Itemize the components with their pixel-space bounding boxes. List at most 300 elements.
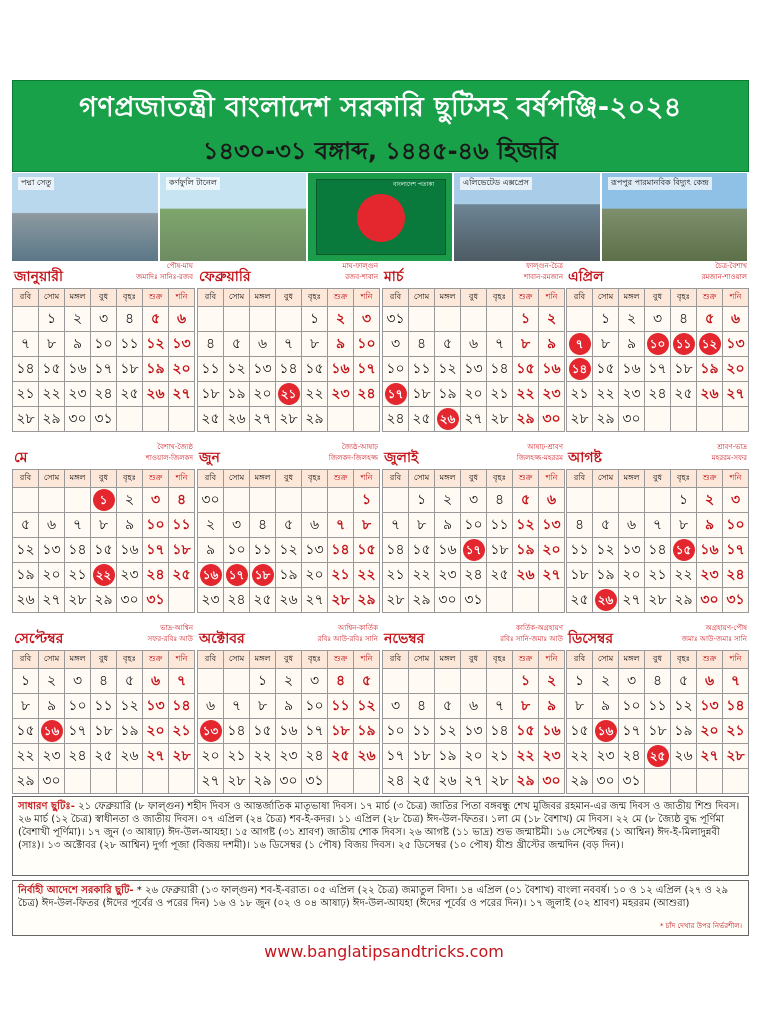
- day-cell: ২৫: [409, 769, 435, 794]
- weekday-header: শুক্র: [328, 470, 354, 488]
- day-cell: ২: [435, 488, 461, 513]
- day-cell: ২: [619, 307, 645, 332]
- day-cell: ৩০: [593, 769, 619, 794]
- month-name: জানুয়ারী: [14, 269, 63, 285]
- flag-icon: [316, 179, 446, 255]
- photo-caption: কর্ণফুলি টানেল: [166, 177, 220, 190]
- day-cell: ৭: [487, 332, 513, 357]
- day-cell: [435, 307, 461, 332]
- day-cell: ১৭: [619, 719, 645, 744]
- day-cell: [383, 488, 409, 513]
- day-cell: ২২: [593, 382, 619, 407]
- day-cell: ২২: [39, 382, 65, 407]
- day-cell: ৩১: [383, 307, 409, 332]
- day-cell: ২: [697, 488, 723, 513]
- day-cell: ২৮: [65, 588, 91, 613]
- day-cell: ২৪: [645, 382, 671, 407]
- day-cell: ২৫: [198, 407, 224, 432]
- weekday-header: শুক্র: [143, 651, 169, 669]
- day-cell: [198, 669, 224, 694]
- day-cell: ৬: [250, 332, 276, 357]
- general-holidays-label: সাধারণ ছুটিঃ-: [18, 801, 75, 812]
- day-cell: [671, 769, 697, 794]
- day-cell: [65, 769, 91, 794]
- week-row: [383, 744, 565, 769]
- day-cell: ৩১: [619, 769, 645, 794]
- day-cell: ২১: [487, 382, 513, 407]
- weekday-header: বুধ: [91, 289, 117, 307]
- month-name: মে: [14, 450, 28, 466]
- day-cell: ২৬: [143, 382, 169, 407]
- week-row: [567, 694, 749, 719]
- weekday-header: রবি: [383, 470, 409, 488]
- weekday-header: রবি: [13, 289, 39, 307]
- day-cell: ২৬: [117, 744, 143, 769]
- day-cell: ২৯: [513, 769, 539, 794]
- day-cell: ৬: [723, 307, 749, 332]
- day-cell: [435, 669, 461, 694]
- day-cell: [409, 307, 435, 332]
- day-cell: [354, 407, 380, 432]
- day-cell: ১৭: [302, 719, 328, 744]
- day-cell: ২: [65, 307, 91, 332]
- day-cell: ১: [302, 307, 328, 332]
- day-cell: ১৮: [91, 719, 117, 744]
- day-cell: ২৪: [354, 382, 380, 407]
- day-cell: ২৩: [276, 744, 302, 769]
- general-holidays-text: ২১ ফেব্রুয়ারি (৮ ফাল্গুন) শহীদ দিবস ও আন্তর্জাতিক মাতৃভাষা দিবস। ১৭ মার্চ (৩ চৈত্র) জাতির পিতা বঙ্গবন্ধু শেখ মুজিবর রহমান-এর জন্ম দিবস ও জাতীয় শিশু দিবস। ২৬ মার্চ (১২ চৈত্র) স্বাধীনতা ও জাতীয় দিবস। ০৭ এপ্রিল (২৪ চৈত্র) শব-ই-কদর। ১১ এপ্রিল (২৮ চৈত্র) ঈদ-উল-ফিতর। ১লা মে (১৮ বৈশাখ) মে দিবস। ২২ মে (৮ জ্যৈষ্ঠ বুদ্ধ পূর্ণিমা (বৈশাখী পূর্ণিমা)। ১৭ জুন (৩ আষাঢ়) ঈদ-উল-আযহা। ১৫ আগষ্ট (৩১ শ্রাবণ) জাতীয় শোক দিবস। ২৬ আগষ্ট (১১ ভাদ্র) শুভ জন্মাষ্টমী। ১৬ সেপ্টেম্বর (১ আশ্বিন) ঈদ-ই-মিলাদুন্নবী (সাঃ)। ১৩ অক্টোবর (২৮ আশ্বিন) দুর্গা পূজা (বিজয় দশমী)। ১৬ ডিসেম্বর (১ পৌষ) বিজয় দিবস। ২৫ ডিসেম্বর (১০ পৌষ) যীশু খ্রীস্টের জন্মদিন (বড় দিন)।: [18, 801, 740, 851]
- day-cell: [328, 769, 354, 794]
- day-cell: ৭: [65, 513, 91, 538]
- day-cell: ৩: [383, 694, 409, 719]
- day-cell: ৭: [224, 694, 250, 719]
- day-cell: ৭: [13, 332, 39, 357]
- day-cell: ১০: [224, 538, 250, 563]
- day-cell: ৯: [65, 332, 91, 357]
- day-cell: [567, 307, 593, 332]
- weekday-header: মঙ্গল: [619, 289, 645, 307]
- month-header: [566, 443, 749, 469]
- day-cell: ৫: [117, 669, 143, 694]
- day-cell: ৮: [513, 332, 539, 357]
- week-row: [567, 588, 749, 613]
- month-name: জুলাই: [384, 450, 419, 466]
- day-cell: ২০: [169, 357, 195, 382]
- week-row: [383, 769, 565, 794]
- day-cell: ৩: [91, 307, 117, 332]
- day-cell: ১৬: [539, 357, 565, 382]
- day-cell: ২৩: [697, 563, 723, 588]
- day-cell: ২৮: [487, 407, 513, 432]
- day-cell: ১১: [487, 513, 513, 538]
- holiday-day: ১৭: [463, 539, 485, 561]
- day-cell: [671, 332, 697, 357]
- day-cell: ২৩: [198, 588, 224, 613]
- weekday-header: শনি: [723, 651, 749, 669]
- day-cell: ৭: [723, 669, 749, 694]
- executive-holidays-note: [12, 880, 749, 936]
- weekday-header: মঙ্গল: [65, 289, 91, 307]
- day-cell: ২৫: [671, 382, 697, 407]
- week-row: [13, 488, 195, 513]
- weekday-header: শনি: [539, 651, 565, 669]
- day-cell: ৯: [39, 694, 65, 719]
- day-cell: ৩১: [461, 588, 487, 613]
- day-cell: ২৫: [328, 744, 354, 769]
- day-cell: ১৫: [409, 538, 435, 563]
- day-cell: ১৯: [513, 538, 539, 563]
- day-cell: ১৬: [539, 719, 565, 744]
- day-cell: ২: [539, 669, 565, 694]
- month-name: অক্টোবর: [199, 631, 245, 647]
- weekday-header: বৃহঃ: [117, 289, 143, 307]
- day-cell: ২৭: [619, 588, 645, 613]
- week-row: [567, 769, 749, 794]
- weekday-header: শনি: [354, 289, 380, 307]
- month-hijri-range: শাওয়াল-জিলকদ: [145, 454, 193, 462]
- day-cell: ৩: [619, 669, 645, 694]
- month-bangla-range: শ্রাবণ-ভাদ্র: [717, 443, 747, 451]
- weekday-header: রবি: [198, 289, 224, 307]
- weekday-header: মঙ্গল: [619, 470, 645, 488]
- month-name: জুন: [199, 450, 220, 466]
- day-cell: ২৭: [143, 744, 169, 769]
- day-cell: ৪: [487, 488, 513, 513]
- day-cell: ১১: [567, 538, 593, 563]
- day-cell: ৩: [143, 488, 169, 513]
- executive-holidays-text: * ২৬ ফেব্রুয়ারী (১৩ ফাল্গুন) শব-ই-বরাত। ০৫ এপ্রিল (২২ চৈত্র) জমাতুল বিদা। ১৪ এপ্রিল (০১ বৈশাখ) বাংলা নববর্ষ। ১০ ও ১২ এপ্রিল (২৭ ও ২৯ চৈত্র) ঈদ-উল-ফিতর (ঈদের পূর্বের ও পরের দিন) ১৬ ও ১৮ জুন (০২ ও ০৪ আষাঢ়) ঈদ-উল-আযহা (ঈদের পূর্বের ও পরের দিন)। ১৭ জুলাই (০২ শ্রাবণ) মহররম (আশুরা): [18, 885, 729, 909]
- day-cell: ৯: [435, 513, 461, 538]
- weekday-header: শুক্র: [328, 651, 354, 669]
- day-cell: ১৮: [169, 538, 195, 563]
- day-cell: ১০: [354, 332, 380, 357]
- month-header: [566, 624, 749, 650]
- day-cell: ৩০: [198, 488, 224, 513]
- day-cell: ২১: [224, 744, 250, 769]
- month-block: [197, 262, 380, 432]
- week-row: [383, 588, 565, 613]
- week-row: [13, 563, 195, 588]
- day-cell: ৩০: [539, 407, 565, 432]
- day-cell: ১: [671, 488, 697, 513]
- day-cell: ২৩: [117, 563, 143, 588]
- weekday-header: বুধ: [276, 651, 302, 669]
- day-cell: ৩০: [539, 769, 565, 794]
- weekday-header: শুক্র: [513, 289, 539, 307]
- week-row: [383, 307, 565, 332]
- month-block: [566, 262, 749, 432]
- day-cell: ৮: [91, 513, 117, 538]
- week-row: [383, 382, 565, 407]
- holiday-day: ১৮: [252, 564, 274, 586]
- day-cell: ৩০: [117, 588, 143, 613]
- day-cell: ৩০: [276, 769, 302, 794]
- day-cell: ৩: [302, 669, 328, 694]
- week-row: [567, 513, 749, 538]
- day-cell: ২৭: [302, 588, 328, 613]
- day-cell: [39, 719, 65, 744]
- month-bangla-range: কার্তিক-অগ্রহায়ণ: [516, 624, 563, 632]
- day-cell: [224, 307, 250, 332]
- month-calendar-grid: [197, 650, 380, 794]
- website-link[interactable]: www.banglatipsandtricks.com: [264, 942, 504, 961]
- day-cell: [169, 769, 195, 794]
- weekday-header: সোম: [39, 651, 65, 669]
- month-calendar-grid: [382, 650, 565, 794]
- month-calendar-grid: [566, 288, 749, 432]
- week-row: [198, 769, 380, 794]
- day-cell: ২৪: [143, 563, 169, 588]
- day-cell: ১৯: [13, 563, 39, 588]
- day-cell: ৫: [276, 513, 302, 538]
- day-cell: ৬: [539, 488, 565, 513]
- weekday-header: শুক্র: [697, 289, 723, 307]
- weekday-header: সোম: [39, 470, 65, 488]
- day-cell: [224, 488, 250, 513]
- day-cell: ২০: [697, 719, 723, 744]
- day-cell: [117, 407, 143, 432]
- day-cell: ১৯: [117, 719, 143, 744]
- month-hijri-range: সফর-রবিঃ আউ: [147, 635, 193, 643]
- day-cell: ৩০: [435, 588, 461, 613]
- day-cell: ২৭: [169, 382, 195, 407]
- day-cell: ৩: [383, 332, 409, 357]
- month-hijri-range: জমাঃ আউ-জমাঃ সানি: [681, 635, 747, 643]
- day-cell: ১৯: [593, 563, 619, 588]
- day-cell: ২৯: [513, 407, 539, 432]
- weekday-header: মঙ্গল: [619, 651, 645, 669]
- day-cell: [198, 563, 224, 588]
- day-cell: ১: [567, 669, 593, 694]
- day-cell: ১৩: [39, 538, 65, 563]
- day-cell: [461, 538, 487, 563]
- month-calendar-grid: [566, 469, 749, 613]
- week-row: [567, 538, 749, 563]
- day-cell: ১১: [409, 719, 435, 744]
- week-row: [13, 332, 195, 357]
- month-hijri-range: শাবান-রমজান: [523, 273, 563, 281]
- holiday-day: ১৫: [673, 539, 695, 561]
- day-cell: ১৩: [143, 694, 169, 719]
- week-row: [13, 357, 195, 382]
- holiday-day: ১৬: [41, 720, 63, 742]
- day-cell: ২৫: [409, 407, 435, 432]
- day-cell: ৮: [567, 694, 593, 719]
- day-cell: ১২: [143, 332, 169, 357]
- week-row: [567, 744, 749, 769]
- day-cell: ২০: [461, 382, 487, 407]
- day-cell: ১৪: [13, 357, 39, 382]
- day-cell: ২০: [198, 744, 224, 769]
- month-header: [12, 624, 195, 650]
- day-cell: ২৮: [567, 407, 593, 432]
- day-cell: [354, 769, 380, 794]
- holiday-day: ৭: [569, 333, 591, 355]
- week-row: [198, 382, 380, 407]
- week-row: [13, 669, 195, 694]
- week-row: [13, 538, 195, 563]
- month-hijri-range: রমজান-শাওয়াল: [701, 273, 747, 281]
- day-cell: ৩: [224, 513, 250, 538]
- day-cell: ৯: [117, 513, 143, 538]
- month-bangla-range: ফাল্গুন-চৈত্র: [525, 262, 563, 270]
- day-cell: [91, 563, 117, 588]
- day-cell: ৬: [461, 332, 487, 357]
- day-cell: [567, 357, 593, 382]
- day-cell: ১৮: [409, 382, 435, 407]
- day-cell: ১৬: [435, 538, 461, 563]
- weekday-header: মঙ্গল: [250, 470, 276, 488]
- weekday-header: সোম: [39, 289, 65, 307]
- day-cell: ১৪: [328, 538, 354, 563]
- day-cell: ৯: [198, 538, 224, 563]
- day-cell: ৫: [671, 669, 697, 694]
- weekday-header: বৃহঃ: [671, 470, 697, 488]
- day-cell: [619, 488, 645, 513]
- day-cell: ২০: [143, 719, 169, 744]
- day-cell: ২৫: [91, 744, 117, 769]
- weekday-header: বুধ: [645, 470, 671, 488]
- day-cell: ২৪: [65, 744, 91, 769]
- weekday-header: বুধ: [91, 470, 117, 488]
- weekday-header: শুক্র: [697, 651, 723, 669]
- holiday-day: ১৭: [226, 564, 248, 586]
- day-cell: ১১: [328, 694, 354, 719]
- weekday-header: রবি: [383, 651, 409, 669]
- month-name: নভেম্বর: [384, 631, 425, 647]
- weekday-header: বুধ: [461, 651, 487, 669]
- weekday-header: বৃহঃ: [487, 470, 513, 488]
- day-cell: [461, 307, 487, 332]
- day-cell: ১৪: [169, 694, 195, 719]
- day-cell: ২৩: [65, 382, 91, 407]
- holiday-day: ২১: [278, 383, 300, 405]
- month-block: [382, 624, 565, 794]
- weekday-header: মঙ্গল: [65, 651, 91, 669]
- day-cell: ২১: [383, 563, 409, 588]
- day-cell: ২৫: [567, 588, 593, 613]
- day-cell: [723, 769, 749, 794]
- day-cell: ৩০: [39, 769, 65, 794]
- day-cell: ৯: [276, 694, 302, 719]
- day-cell: ১৬: [65, 357, 91, 382]
- day-cell: [65, 488, 91, 513]
- weekday-header: সোম: [224, 289, 250, 307]
- day-cell: ২৭: [539, 563, 565, 588]
- month-hijri-range: জিলহজ্জ-মহররম: [516, 454, 563, 462]
- day-cell: ১৯: [697, 357, 723, 382]
- month-calendar-grid: [12, 469, 195, 613]
- day-cell: ১৯: [224, 382, 250, 407]
- day-cell: [328, 407, 354, 432]
- day-cell: [198, 719, 224, 744]
- month-bangla-range: চৈত্র-বৈশাখ: [715, 262, 747, 270]
- day-cell: ২৭: [198, 769, 224, 794]
- weekday-header: শনি: [723, 289, 749, 307]
- week-row: [198, 744, 380, 769]
- month-bangla-range: ভাদ্র-আশ্বিন: [160, 624, 193, 632]
- day-cell: ২৩: [328, 382, 354, 407]
- week-row: [567, 382, 749, 407]
- holiday-day: ১১: [673, 333, 695, 355]
- day-cell: ১৫: [250, 719, 276, 744]
- weekday-header: বৃহঃ: [487, 289, 513, 307]
- day-cell: ২: [198, 513, 224, 538]
- month-hijri-range: রবিঃ আউ-রবিঃ সানি: [317, 635, 378, 643]
- day-cell: [39, 488, 65, 513]
- day-cell: ৯: [697, 513, 723, 538]
- day-cell: ২: [328, 307, 354, 332]
- weekday-header: রবি: [567, 651, 593, 669]
- weekday-header: সোম: [593, 651, 619, 669]
- weekday-header: মঙ্গল: [250, 651, 276, 669]
- week-row: [567, 332, 749, 357]
- day-cell: ১৮: [671, 357, 697, 382]
- day-cell: ১৩: [697, 694, 723, 719]
- day-cell: ২৫: [169, 563, 195, 588]
- day-cell: [697, 332, 723, 357]
- weekday-header: শুক্র: [143, 289, 169, 307]
- day-cell: ২০: [619, 563, 645, 588]
- weekday-header: সোম: [409, 651, 435, 669]
- day-cell: [697, 769, 723, 794]
- holiday-day: ১: [93, 489, 115, 511]
- week-row: [198, 719, 380, 744]
- day-cell: ১: [513, 307, 539, 332]
- day-cell: ৭: [328, 513, 354, 538]
- day-cell: [198, 307, 224, 332]
- week-row: [13, 513, 195, 538]
- month-block: [382, 443, 565, 613]
- photo-caption: রূপপুর পারমানবিক বিদ্যুৎ কেন্দ্র: [608, 177, 712, 190]
- day-cell: [487, 307, 513, 332]
- week-row: [383, 669, 565, 694]
- day-cell: ৩১: [91, 407, 117, 432]
- day-cell: ১৯: [354, 719, 380, 744]
- weekday-header: শনি: [539, 289, 565, 307]
- day-cell: ৮: [409, 513, 435, 538]
- day-cell: [276, 307, 302, 332]
- day-cell: [593, 488, 619, 513]
- day-cell: ২৩: [539, 744, 565, 769]
- day-cell: ২৭: [461, 407, 487, 432]
- day-cell: ২১: [328, 563, 354, 588]
- week-row: [567, 407, 749, 432]
- day-cell: ৪: [250, 513, 276, 538]
- day-cell: ১০: [91, 332, 117, 357]
- day-cell: ২৭: [461, 769, 487, 794]
- day-cell: ৬: [198, 694, 224, 719]
- week-row: [198, 513, 380, 538]
- day-cell: ৫: [224, 332, 250, 357]
- weekday-header: শনি: [539, 470, 565, 488]
- day-cell: ৬: [302, 513, 328, 538]
- month-calendar-grid: [197, 288, 380, 432]
- month-name: মার্চ: [384, 269, 404, 285]
- photo-caption: এলিভেটেড এক্সপ্রেস: [460, 177, 532, 190]
- day-cell: ৩০: [619, 407, 645, 432]
- day-cell: ১৬: [328, 357, 354, 382]
- day-cell: ১১: [198, 357, 224, 382]
- weekday-header: মঙ্গল: [65, 470, 91, 488]
- day-cell: ৪: [567, 513, 593, 538]
- week-row: [383, 407, 565, 432]
- weekday-header: শুক্র: [328, 289, 354, 307]
- month-block: [566, 624, 749, 794]
- day-cell: [697, 407, 723, 432]
- week-row: [13, 382, 195, 407]
- day-cell: ১৩: [619, 538, 645, 563]
